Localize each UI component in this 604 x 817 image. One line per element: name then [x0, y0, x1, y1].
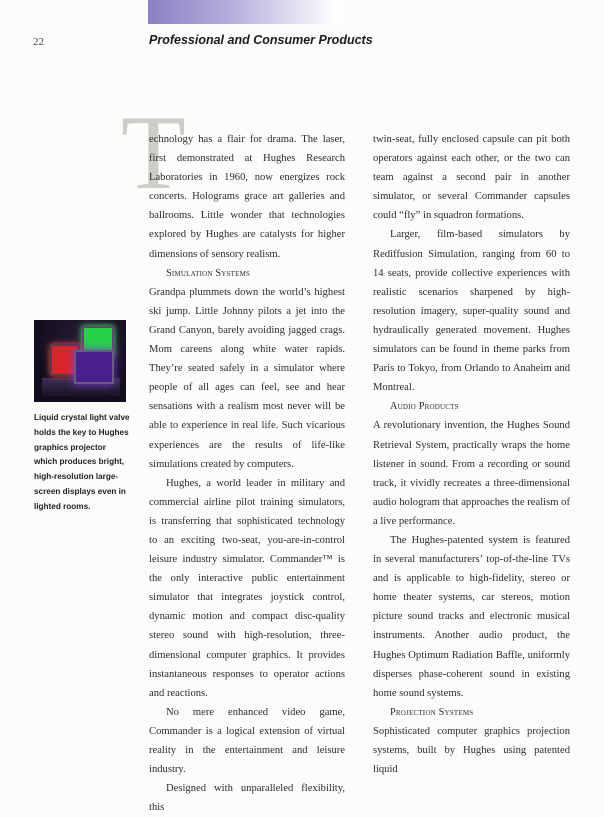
paragraph: Larger, film-based simulators by Rediffusion Simulation, ranging from 60 to 14 seats, provide collective experiences with realistic scenarios sharpened by high-resolution imagery, super-quality sound and hydraulically generated movement. Hughes simulators can be found in theme parks from Paris to Tokyo, from Orlando to Anaheim and Montreal. [373, 229, 570, 394]
subheading-projection-systems: Projection Systems [390, 706, 474, 718]
article-column-right [373, 130, 570, 779]
paragraph: The Hughes-patented system is featured in several manufacturers’ top-of-the-line TVs and is applicable to high-fidelity, stereo or home theater systems, car stereos, motion picture sound tracks and electronic musical instruments. Another audio product, the Hughes Optimum Radiation Baffle, uniformly disperses phase-coherent sound in existing home sound systems. [373, 534, 570, 699]
photo-caption: Liquid crystal light valve holds the key to Hughes graphics projector which produces bright, high-resolution large-screen displays even in lighted rooms. [34, 413, 130, 511]
subheading-audio-products: Audio Products [390, 401, 459, 413]
purple-crystal-cube [74, 350, 114, 384]
paragraph: echnology has a flair for drama. The laser, first demonstrated at Hughes Research Laboratories in 1960, now energizes rock concerts. Holograms grace art galleries and ballrooms. Little wonder that technologies explored by Hughes are catalysts for higher dimensions of sensory realism. [149, 134, 345, 260]
paragraph: twin-seat, fully enclosed capsule can pit both operators against each other, or the two can team against a second pair in another simulator, or several Commander capsules could “fly” in squadron formations. [373, 134, 570, 222]
section-title: Professional and Consumer Products [149, 33, 373, 47]
paragraph: Sophisticated computer graphics projection systems, built by Hughes using patented liquid [373, 725, 570, 776]
paragraph: A revolutionary invention, the Hughes Sound Retrieval System, practically wraps the home listener in sound. From a recording or sound track, it vividly recreates a three-dimensional audio hologram that approaches the realism of a live performance. [373, 420, 570, 527]
paragraph: Hughes, a world leader in military and commercial airline pilot training simulators, is transferring that sophisticated technology to an exciting two-seat, you-are-in-control leisure industry simulator. Commander™ is the only interactive public entertainment simulator that integrates joystick control, dynamic motion and compact disc-quality stereo sound with high-resolution, three-dimensional computer graphics. It provides instantaneous responses to operator actions and reactions. [149, 477, 345, 699]
article-column-left [149, 130, 345, 817]
header-accent-bar [148, 0, 338, 24]
drop-cap: T [121, 94, 186, 211]
page-number: 22 [33, 36, 44, 48]
light-valve-photo [34, 320, 126, 402]
subheading-simulation-systems: Simulation Systems [166, 267, 251, 279]
paragraph: No mere enhanced video game, Commander is a logical extension of virtual reality in the entertainment and leisure industry. [149, 706, 345, 776]
paragraph: Designed with unparalleled flexibility, this [149, 783, 345, 814]
paragraph: Grandpa plummets down the world’s highest ski jump. Little Johnny pilots a jet into the Grand Canyon, barely avoiding jagged crags. Mom careens along white water rapids. They’re seated safely in a simulator where people of all ages can feel, see and hear sensations with a realism most never will be able to experience in real life. Such vicarious experiences are the results of life-like simulations created by computers. [149, 286, 345, 470]
